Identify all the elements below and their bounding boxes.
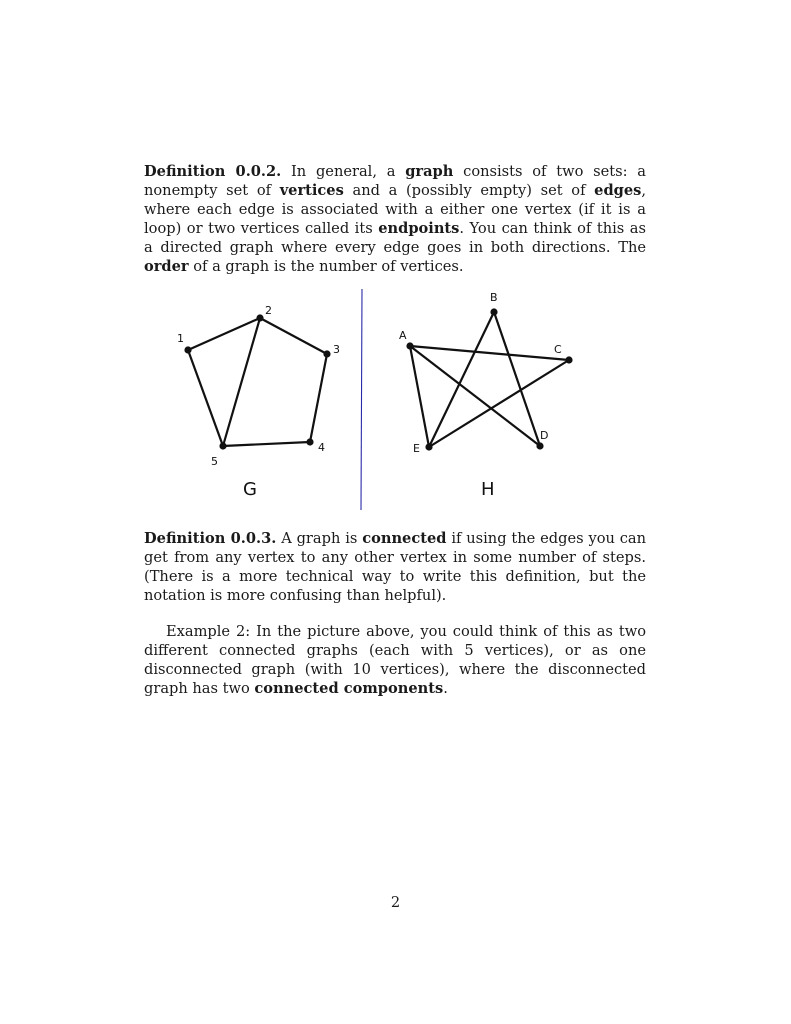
vertex-label-h-d: D [540, 429, 549, 442]
edge-h-a-e [410, 346, 429, 447]
edge-g-5-1 [188, 350, 223, 446]
vertex-label-g-4: 4 [318, 441, 325, 454]
vertex-label-h-c: C [554, 343, 562, 356]
edge-h-d-a [410, 346, 540, 446]
term-graph: graph [405, 163, 454, 180]
vertex-h-d [536, 442, 543, 449]
vertex-h-a [406, 342, 413, 349]
term-vertices: vertices [279, 182, 344, 199]
vertex-g-4 [306, 438, 313, 445]
edge-g-1-2 [188, 318, 260, 350]
graph-g-label: G [243, 479, 257, 500]
term-order: order [144, 258, 189, 275]
vertex-label-g-3: 3 [333, 343, 340, 356]
vertex-label-h-e: E [413, 442, 420, 455]
graphs-figure [170, 285, 590, 515]
vertex-label-g-1: 1 [177, 332, 184, 345]
vertex-label-h-a: A [399, 329, 407, 342]
vertex-h-e [425, 443, 432, 450]
vertex-g-1 [184, 346, 191, 353]
vertex-h-c [565, 356, 572, 363]
vertex-g-2 [256, 314, 263, 321]
term-endpoints: endpoints [378, 220, 460, 237]
vertex-g-3 [323, 350, 330, 357]
term-connected-components: connected components [254, 680, 444, 697]
figure-divider [361, 289, 362, 510]
edge-g-2-5 [223, 318, 260, 446]
definition-0-0-3: Definition 0.0.3. A graph is connected if using the edges you can get from any vertex to any other vertex in some number of steps. (There is a more technical way to write this definition, but the notation is more confusing than helpful). [144, 530, 647, 604]
edge-g-2-3 [260, 318, 327, 354]
definition-heading: Definition 0.0.2. [144, 163, 282, 180]
edge-h-b-d [494, 312, 540, 446]
edge-g-4-5 [223, 442, 310, 446]
definition-0-0-2: Definition 0.0.2. In general, a graph consists of two sets: a nonempty set of vertices and a (possibly empty) set of edges, where each edge is associated with a either one vertex (if it is a loop) or two vertices called its endpoints. You can think of this as a directed graph where every edge goes in both directions. The order of a graph is the number of vertices. [144, 163, 647, 275]
edge-h-a-c [410, 346, 569, 360]
edge-g-3-4 [310, 354, 327, 442]
vertex-label-g-2: 2 [265, 304, 272, 317]
vertex-h-b [490, 308, 497, 315]
vertex-g-5 [219, 442, 226, 449]
example-2: Example 2: In the picture above, you could think of this as two different connected graphs (each with 5 vertices), or as one disconnected graph (with 10 vertices), where the disconnected graph has two connected components. [144, 623, 646, 697]
term-edges: edges [594, 182, 642, 199]
page-number: 2 [390, 894, 401, 911]
definition-heading: Definition 0.0.3. [144, 530, 277, 547]
vertex-label-h-b: B [490, 291, 498, 304]
vertex-label-g-5: 5 [211, 455, 218, 468]
term-connected: connected [362, 530, 447, 547]
graph-h-label: H [481, 479, 495, 500]
